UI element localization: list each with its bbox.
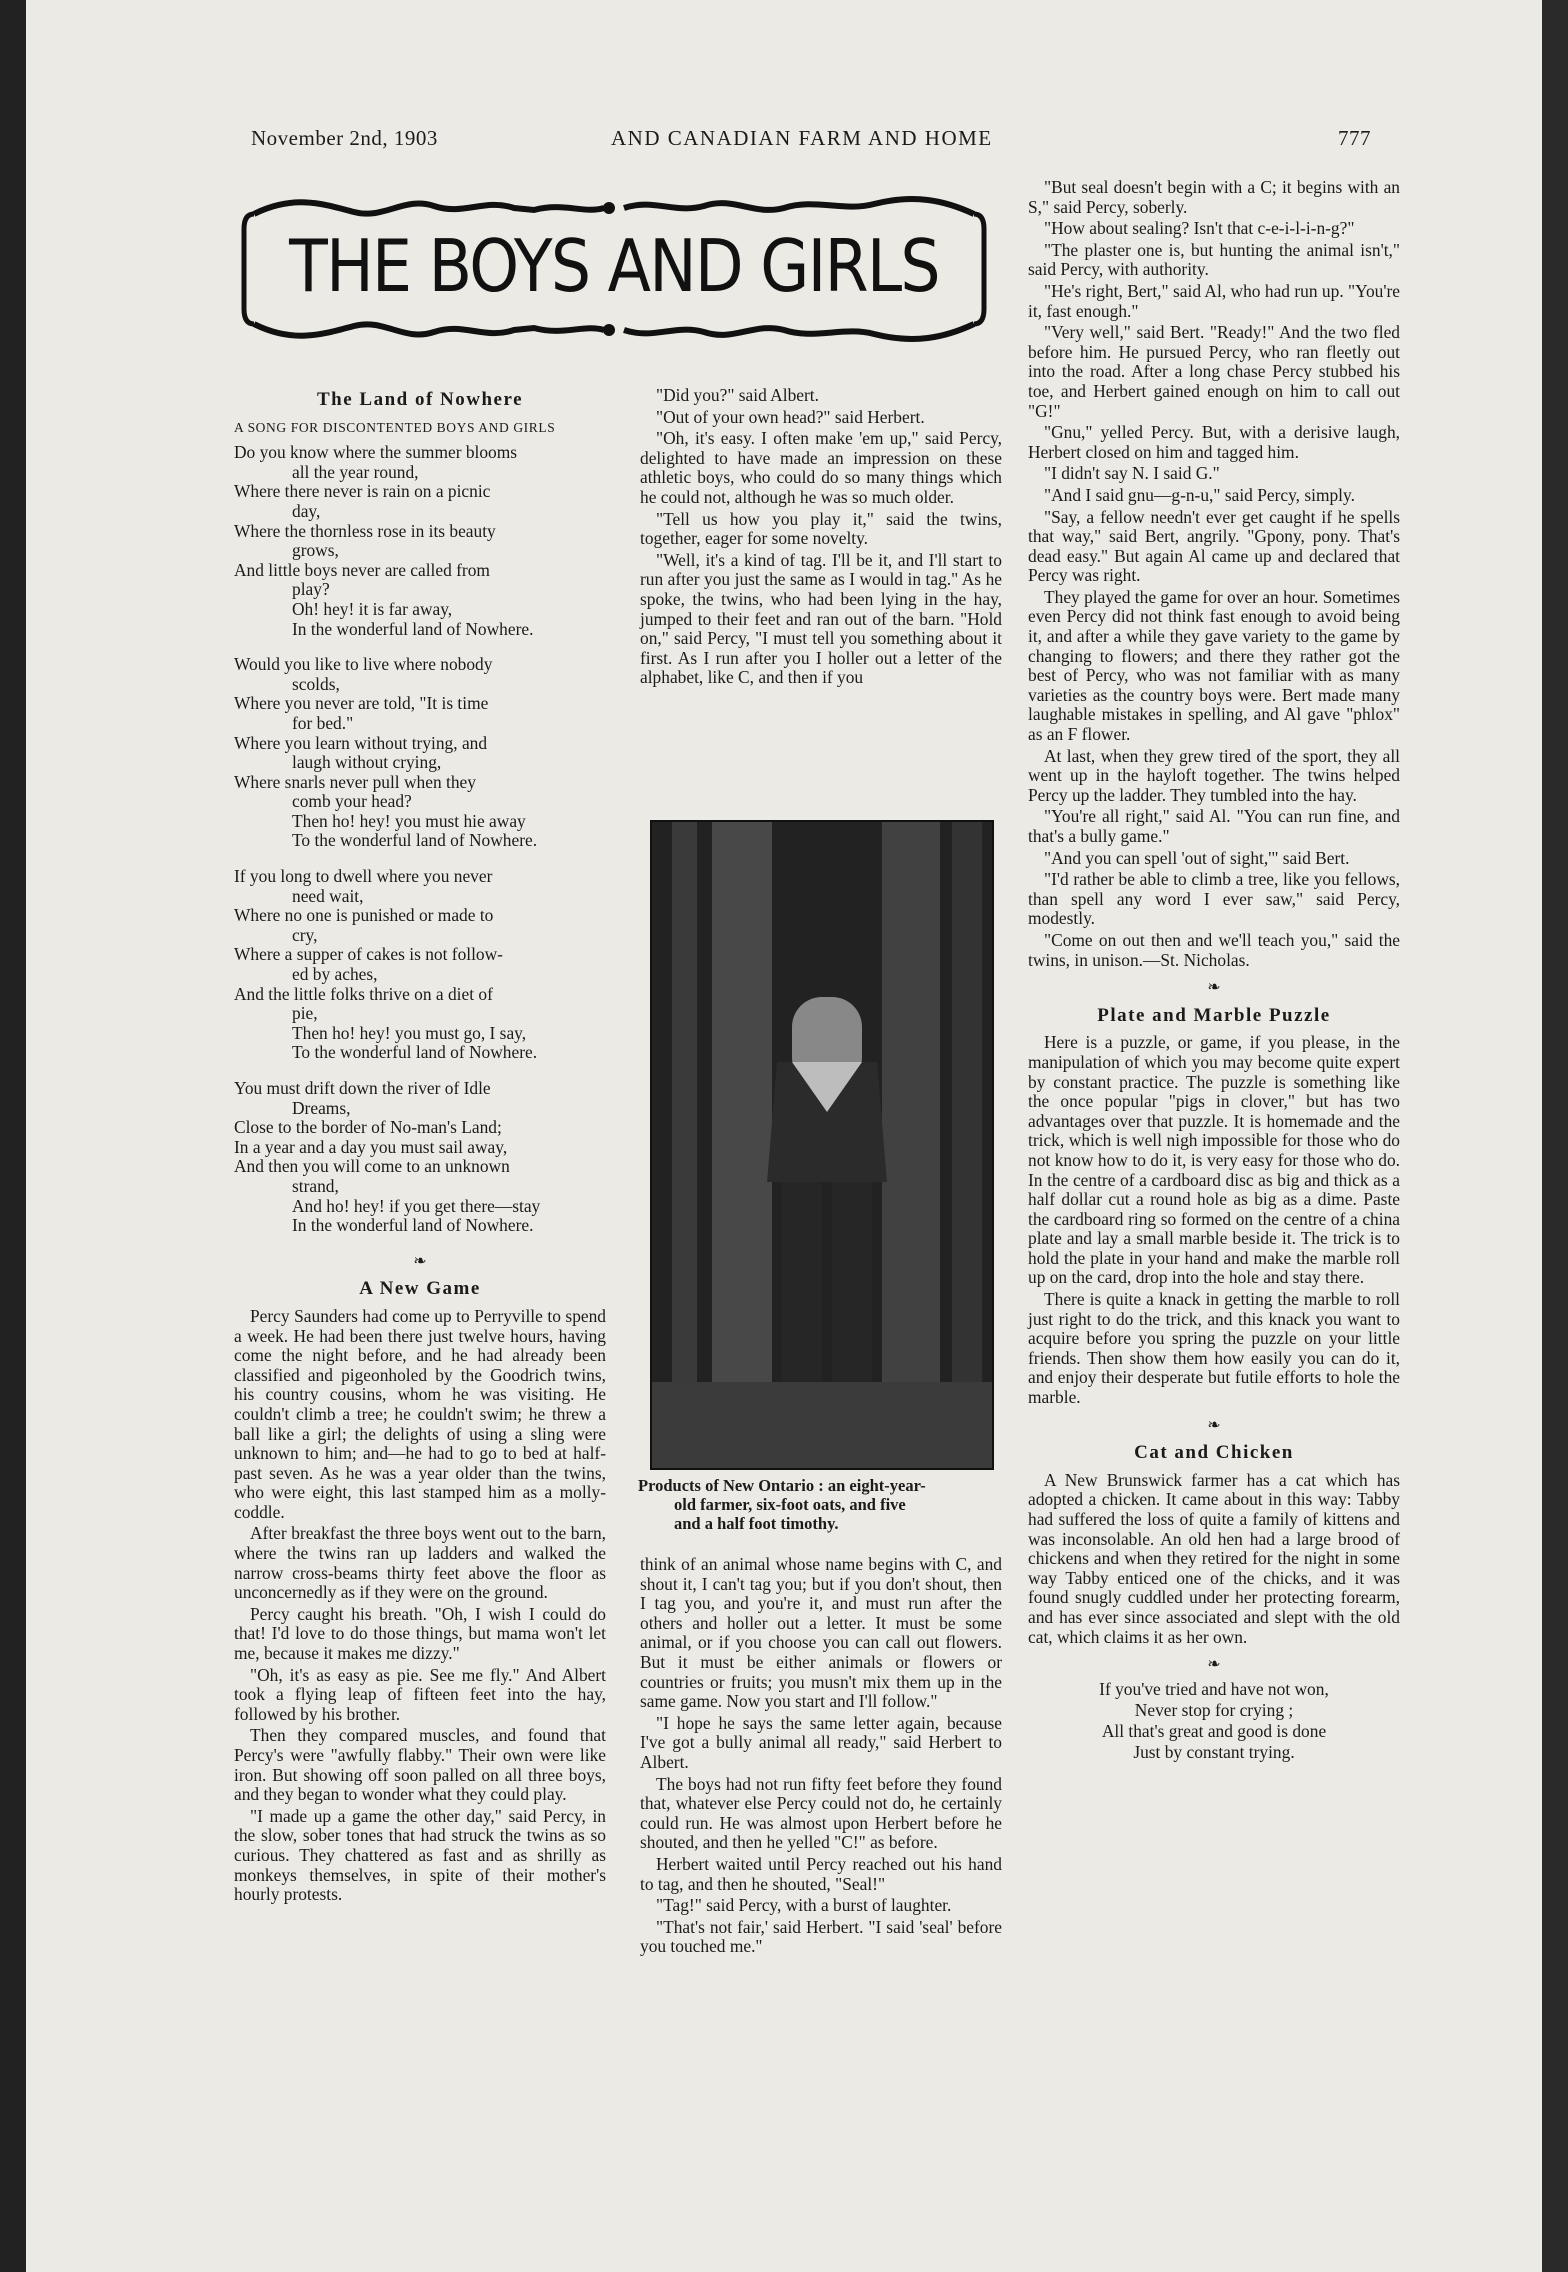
paragraph: "And you can spell 'out of sight,'" said Bert. bbox=[1044, 847, 1350, 868]
column-middle-bottom bbox=[640, 1555, 1002, 1959]
paragraph: think of an animal whose name begins with C, and shout it, I can't tag you; but if you don't shout, then I tag you, and you're it, and must run after the others and holler out a letter. It must be some animal, or if you choose you can call out flowers. But it must be either animals or flowers or countries or fruits; you musn't mix them up in the same game. Now you start and I'll follow." bbox=[640, 1554, 1002, 1712]
poem-line: need wait, bbox=[292, 885, 364, 906]
section-banner bbox=[234, 184, 994, 354]
verse-line-1: If you've tried and have not won, bbox=[1099, 1678, 1329, 1699]
poem-line: play? bbox=[292, 579, 330, 600]
paragraph: "Say, a fellow needn't ever get caught if he spells that way," said Bert, angrily. "Gpony, pony. That's dead easy." But again Al came up and declared that Percy was right. bbox=[1028, 506, 1400, 586]
paragraph: "I'd rather be able to climb a tree, like you fellows, than spell any word I ever saw," said Percy, modestly. bbox=[1028, 869, 1400, 929]
paragraph: "Out of your own head?" said Herbert. bbox=[656, 406, 925, 427]
poem-line: In the wonderful land of Nowhere. bbox=[292, 1215, 534, 1236]
paragraph: Percy caught his breath. "Oh, I wish I could do that! I'd love to do those things, but mama won't let me, because it makes me dizzy." bbox=[234, 1603, 606, 1664]
header-date: November 2nd, 1903 bbox=[251, 126, 438, 150]
paragraph: A New Brunswick farmer has a cat which has adopted a chicken. It came about in this way: Tabby had suffered the loss of quite a family of kittens and was inconsolable. An old hen had a large brood of chickens and when they retired for the night in some way Tabby enticed one of the chicks, and it was found snugly cuddled under her protecting forearm, and has ever since associated and slept with the old cat, which claims it as her own. bbox=[1028, 1469, 1400, 1647]
poem-line: grows, bbox=[292, 540, 339, 561]
poem-title: The Land of Nowhere bbox=[316, 389, 524, 410]
paragraph: There is quite a knack in getting the marble to roll just right to do the trick, and this knack you want to acquire before you spring the puzzle on your little friends. Then show them how easily you can do it, and enjoy their desperate but futile efforts to hole the marble. bbox=[1028, 1289, 1400, 1408]
paragraph: "And I said gnu—g-n-u," said Percy, simply. bbox=[1044, 484, 1355, 505]
poem-line: Would you like to live where nobody bbox=[234, 654, 493, 675]
paragraph: "But seal doesn't begin with a C; it begins with an S," said Percy, soberly. bbox=[1028, 177, 1400, 217]
banner-title: THE BOYS AND GIRLS bbox=[289, 224, 939, 308]
new-game-column-3 bbox=[1028, 178, 1400, 970]
paragraph: "How about sealing? Isn't that c-e-i-l-i-n-g?" bbox=[1044, 218, 1355, 239]
paragraph: "Come on out then and we'll teach you," said the twins, in unison.—St. Nicholas. bbox=[1028, 929, 1400, 970]
photo-caption bbox=[638, 1476, 1010, 1533]
leaf-ornament-icon: ❧ bbox=[1207, 979, 1221, 997]
leaf-ornament-icon: ❧ bbox=[1207, 1416, 1221, 1434]
poem-line: pie, bbox=[292, 1003, 318, 1024]
poem-line: And little boys never are called from bbox=[234, 559, 490, 580]
paragraph: "Oh, it's easy. I often make 'em up," said Percy, delighted to have made an impression on these athletic boys, who could do so many things which he could not, although he was so much older. bbox=[640, 428, 1002, 507]
poem-line: You must drift down the river of Idle bbox=[234, 1078, 491, 1098]
column-left bbox=[234, 382, 606, 1907]
poem-line: scolds, bbox=[292, 673, 340, 694]
paragraph: "The plaster one is, but hunting the animal isn't," said Percy, with authority. bbox=[1028, 239, 1400, 280]
paragraph: "I made up a game the other day," said Percy, in the slow, sober tones that had struck the twins as so curious. They chattered as fast and as shrilly as monkeys themselves, in spite of their mother's hourly protests. bbox=[234, 1805, 606, 1905]
paragraph: Then they compared muscles, and found that Percy's were "awfully flabby." Their own were like iron. But showing off soon palled on all three boys, and they began to wonder what they could play. bbox=[234, 1725, 606, 1805]
poem-line: Where there never is rain on a picnic bbox=[234, 481, 491, 502]
photo-new-ontario bbox=[650, 820, 994, 1470]
poem-subtitle: A SONG FOR DISCONTENTED BOYS AND GIRLS bbox=[234, 419, 556, 435]
poem-stanza bbox=[234, 655, 606, 851]
column-middle-top bbox=[640, 386, 1002, 690]
header-publication: AND CANADIAN FARM AND HOME bbox=[611, 126, 993, 150]
poem-line: And then you will come to an unknown bbox=[234, 1156, 510, 1177]
paragraph: "I didn't say N. I said G." bbox=[1044, 463, 1220, 484]
photo-boy-in-oats bbox=[652, 822, 992, 1468]
poem-line: laugh without crying, bbox=[292, 752, 442, 773]
paragraph: "Did you?" said Albert. bbox=[656, 385, 819, 405]
poem-stanza bbox=[234, 867, 606, 1063]
poem-line: And the little folks thrive on a diet of bbox=[234, 983, 493, 1004]
poem-line: To the wonderful land of Nowhere. bbox=[292, 830, 538, 851]
new-game-column-2-top bbox=[640, 386, 1002, 688]
paragraph: "He's right, Bert," said Al, who had run up. "You're it, fast enough." bbox=[1028, 280, 1400, 321]
verse-line-2: Never stop for crying ; bbox=[1134, 1699, 1294, 1720]
puzzle-title: Plate and Marble Puzzle bbox=[1097, 1004, 1331, 1026]
paragraph: "Very well," said Bert. "Ready!" And the two fled before him. He pursued Percy, who ran fleetly out into the road. After a long chase Percy stubbed his toe, and Herbert gained enough on him to call out "G!" bbox=[1028, 322, 1400, 421]
photo-caption-line-2: old farmer, six-foot oats, and five bbox=[674, 1495, 906, 1514]
header-page-number: 777 bbox=[1338, 126, 1371, 150]
paragraph: Here is a puzzle, or game, if you please, in the manipulation of which you may become quite expert by constant practice. The puzzle is something like the once popular "pigs in clover," but has two advantages over that puzzle. It is homemade and the trick, which is well nigh impossible for those who do not know how to do it, is very easy for those who do. In the centre of a cardboard disc as big and thick as a half dollar cut a round hole as big as a dime. Paste the cardboard ring so formed on the centre of a china plate and lay a small marble beside it. The trick is to hold the plate in your hand and make the marble roll up on the card, drop into the hole and stay there. bbox=[1028, 1032, 1400, 1288]
paragraph: "I hope he says the same letter again, because I've got a bully animal all ready," said Herbert to Albert. bbox=[640, 1712, 1002, 1772]
poem-line: If you long to dwell where you never bbox=[234, 866, 493, 887]
paragraph: "Gnu," yelled Percy. But, with a derisive laugh, Herbert closed on him and tagged him. bbox=[1028, 422, 1400, 462]
poem-line: strand, bbox=[292, 1175, 339, 1196]
poem-line: Where no one is punished or made to bbox=[234, 905, 494, 926]
poem-line: Oh! hey! it is far away, bbox=[292, 598, 453, 619]
verse-line-4: Just by constant trying. bbox=[1133, 1741, 1295, 1762]
cat-title: Cat and Chicken bbox=[1134, 1442, 1294, 1464]
poem-line: cry, bbox=[292, 924, 318, 945]
poem-line: Then ho! hey! you must go, I say, bbox=[292, 1022, 527, 1043]
poem-line: comb your head? bbox=[292, 791, 412, 812]
poem-line: Where you learn without trying, and bbox=[234, 732, 488, 753]
puzzle-body bbox=[1028, 1033, 1400, 1407]
poem-line: Do you know where the summer blooms bbox=[234, 442, 518, 463]
poem-line: Where snarls never pull when they bbox=[234, 771, 476, 792]
cat-body bbox=[1028, 1471, 1400, 1647]
poem-line: ed by aches, bbox=[292, 964, 378, 985]
paragraph: "Tag!" said Percy, with a burst of laughter. bbox=[656, 1895, 952, 1916]
paragraph: At last, when they grew tired of the sport, they all went up in the hayloft together. The twins helped Percy up the ladder. They tumbled into the hay. bbox=[1028, 745, 1400, 805]
poem-line: Where a supper of cakes is not follow- bbox=[234, 944, 503, 965]
poem-line: In a year and a day you must sail away, bbox=[234, 1136, 508, 1157]
poem-stanza bbox=[234, 1079, 606, 1236]
poem-stanza bbox=[234, 443, 606, 639]
leaf-ornament-icon: ❧ bbox=[413, 1252, 427, 1270]
photo-caption-line-3: and a half foot timothy. bbox=[674, 1514, 839, 1533]
paragraph: "You're all right," said Al. "You can run fine, and that's a bully game." bbox=[1028, 806, 1400, 846]
poem-line: Where you never are told, "It is time bbox=[234, 693, 489, 714]
paragraph: Percy Saunders had come up to Perryville to spend a week. He had been there just twelve hours, having come the night before, and he had already been classified and pigeonholed by the Goodrich twins, his country cousins, whom he was visiting. He couldn't climb a tree; he couldn't swim; he threw a ball like a girl; the delights of using a sling were unknown to him; and—he had to go to bed at half-past seven. As he was a year older than the twins, who were eight, this last stamped him as a molly-coddle. bbox=[234, 1305, 606, 1522]
new-game-column-2-bottom bbox=[640, 1555, 1002, 1957]
paragraph: Herbert waited until Percy reached out his hand to tag, and then he shouted, "Seal!" bbox=[640, 1853, 1002, 1894]
paragraph: "Well, it's a kind of tag. I'll be it, and I'll start to run after you just the same as I would in tag." As he spoke, the twins, who had been lying in the hay, jumped to their feet and ran out of the barn. "Hold on," said Percy, "I must tell you something about it first. As I run after you I holler out a letter of the alphabet, like C, and then if you bbox=[640, 549, 1002, 688]
new-game-title: A New Game bbox=[359, 1278, 481, 1300]
new-game-column-1 bbox=[234, 1307, 606, 1905]
paragraph: They played the game for over an hour. Sometimes even Percy did not think fast enough to avoid being it, and after a while they gave variety to the game by changing to flowers; and there they rather got the best of Percy, who was not familiar with as many varieties as the country boys were. Bert made many laughable mistakes in spelling, and Al gave "phlox" as an F flower. bbox=[1028, 586, 1400, 745]
closing-verse bbox=[1028, 1679, 1400, 1763]
paragraph: After breakfast the three boys went out to the barn, where the twins ran up ladders and walked the narrow cross-beams thirty feet above the floor as unconcernedly as if they were on the ground. bbox=[234, 1523, 606, 1603]
poem-body bbox=[234, 443, 606, 1236]
verse-line-3: All that's great and good is done bbox=[1101, 1720, 1327, 1741]
poem-line: all the year round, bbox=[292, 461, 419, 482]
poem-line: Dreams, bbox=[292, 1097, 351, 1118]
poem-line: day, bbox=[292, 500, 321, 521]
paragraph: The boys had not run fifty feet before they found that, whatever else Percy could not do, he certainly could run. He was almost upon Herbert before he shouted, and then he yelled "C!" as before. bbox=[640, 1773, 1002, 1853]
poem-line: To the wonderful land of Nowhere. bbox=[292, 1042, 538, 1063]
paragraph: "Oh, it's as easy as pie. See me fly." And Albert took a flying leap of fifteen feet into the hay, followed by his brother. bbox=[234, 1664, 606, 1724]
poem-line: Close to the border of No-man's Land; bbox=[234, 1117, 502, 1138]
leaf-ornament-icon: ❧ bbox=[1207, 1656, 1221, 1674]
poem-line: Where the thornless rose in its beauty bbox=[234, 520, 496, 541]
poem-line: Then ho! hey! you must hie away bbox=[292, 810, 526, 831]
poem-line: In the wonderful land of Nowhere. bbox=[292, 618, 534, 639]
poem-line: for bed." bbox=[292, 712, 354, 733]
paragraph: "Tell us how you play it," said the twins, together, eager for some novelty. bbox=[640, 508, 1002, 549]
paragraph: "That's not fair,' said Herbert. "I said 'seal' before you touched me." bbox=[640, 1916, 1002, 1957]
photo-caption-lead: Products of New Ontario : an eight-year- bbox=[638, 1476, 926, 1495]
poem-line: And ho! hey! if you get there—stay bbox=[292, 1195, 541, 1216]
column-right bbox=[1028, 178, 1400, 1763]
